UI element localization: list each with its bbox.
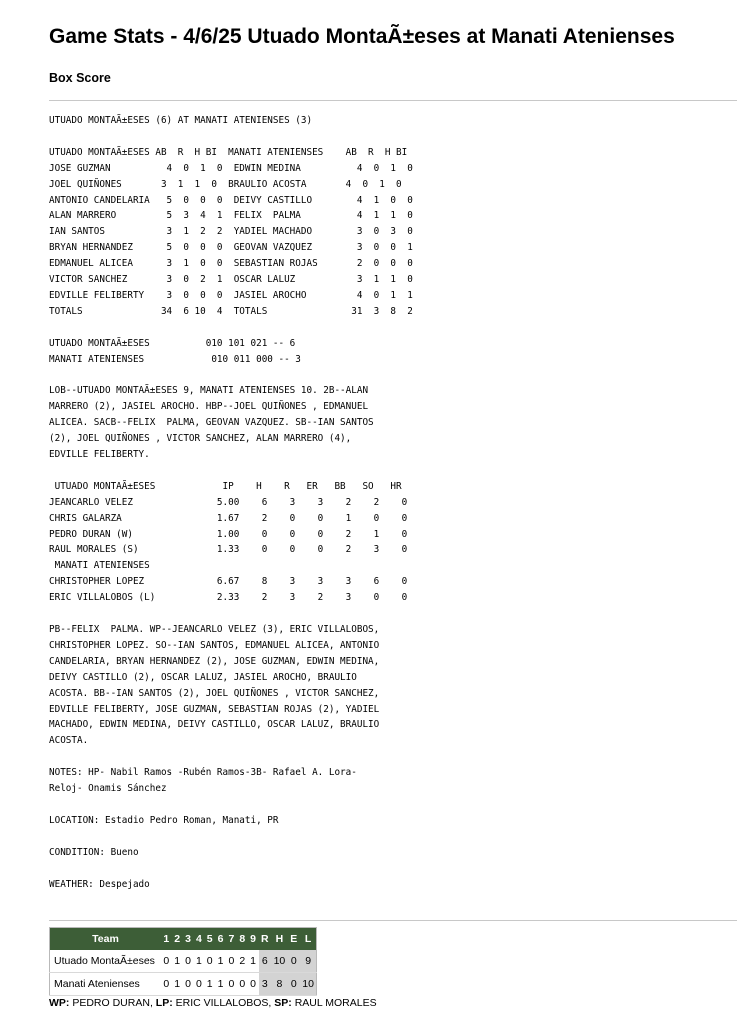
inning-score: 1	[215, 950, 226, 973]
header-hits: H	[271, 928, 288, 951]
box-score-heading: Box Score	[49, 71, 111, 85]
header-errors: E	[288, 928, 300, 951]
inning-score: 1	[204, 973, 215, 996]
pitching-decisions: WP: PEDRO DURAN, LP: ERIC VILLALOBOS, SP: RAUL MORALES	[49, 997, 377, 1009]
header-inning-9: 9	[248, 928, 259, 951]
inning-score: 2	[237, 950, 248, 973]
total-runs: 6	[259, 950, 272, 973]
header-inning-3: 3	[183, 928, 194, 951]
inning-score: 1	[248, 950, 259, 973]
total-runs: 3	[259, 973, 272, 996]
header-inning-7: 7	[226, 928, 237, 951]
inning-score: 1	[193, 950, 204, 973]
header-inning-5: 5	[204, 928, 215, 951]
linescore-row-home	[50, 973, 317, 996]
inning-score: 0	[248, 973, 259, 996]
inning-score: 0	[161, 973, 172, 996]
total-errors: 0	[288, 950, 300, 973]
inning-score: 0	[183, 950, 194, 973]
linescore-header-row	[50, 928, 317, 951]
inning-score: 0	[161, 950, 172, 973]
total-hits: 8	[271, 973, 288, 996]
page-title: Game Stats - 4/6/25 Utuado MontaÃ±eses at Manati Atenienses	[49, 25, 675, 48]
inning-score: 0	[193, 973, 204, 996]
header-runs: R	[259, 928, 272, 951]
lp-label: LP:	[155, 997, 173, 1009]
wp-label: WP:	[49, 997, 70, 1009]
header-inning-6: 6	[215, 928, 226, 951]
box-score-text: UTUADO MONTAÃ±ESES (6) AT MANATI ATENIENSES (3) UTUADO MONTAÃ±ESES AB R H BI MANATI ATENIENSES AB R H BI JOSE GUZMAN 4 0 1 0 EDWIN MEDINA 4 0 1 0 JOEL QUIÑONES 3 1 1 0 BRAULIO ACOSTA 4 0 1 0 ANTONIO CANDELARIA 5 0 0 0 DEIVY CASTILLO 4 1 0 0 ALAN MARRERO 5 3 4 1 FELIX PALMA 4 1 1 0 IAN SANTOS 3 1 2 2 YADIEL MACHADO 3 0 3 0 BRYAN HERNANDEZ 5 0 0 0 GEOVAN VAZQUEZ 3 0 0 1 EDMANUEL ALICEA 3 1 0 0 SEBASTIAN ROJAS 2 0 0 0 VICTOR SANCHEZ 3 0 2 1 OSCAR LALUZ 3 1 1 0 EDVILLE FELIBERTY 3 0 0 0 JASIEL AROCHO 4 0 1 1 TOTALS 34 6 10 4 TOTALS 31 3 8 2 UTUADO MONTAÃ±ESES 010 101 021 -- 6 MANATI ATENIENSES 010 011 000 -- 3 LOB--UTUADO MONTAÃ±ESES 9, MANATI ATENIENSES 10. 2B--ALAN MARRERO (2), JASIEL AROCHO. HBP--JOEL QUIÑONES , EDMANUEL ALICEA. SACB--FELIX PALMA, GEOVAN VAZQUEZ. SB--IAN SANTOS (2), JOEL QUIÑONES , VICTOR SANCHEZ, ALAN MARRERO (4), EDVILLE FELIBERTY. UTUADO MONTAÃ±ESES IP H R ER BB SO HR JEANCARLO VELEZ 5.00 6 3 3 2 2 0 CHRIS GALARZA 1.67 2 0 0 1 0 0 PEDRO DURAN (W) 1.00 0 0 0 2 1 0 RAUL MORALES (S) 1.33 0 0 0 2 3 0 MANATI ATENIENSES CHRISTOPHER LOPEZ 6.67 8 3 3 3 6 0 ERIC VILLALOBOS (L) 2.33 2 3 2 3 0 0 PB--FELIX PALMA. WP--JEANCARLO VELEZ (3), ERIC VILLALOBOS, CHRISTOPHER LOPEZ. SO--IAN SANTOS, EDMANUEL ALICEA, ANTONIO CANDELARIA, BRYAN HERNANDEZ (2), JOSE GUZMAN, EDWIN MEDINA, DEIVY CASTILLO (2), OSCAR LALUZ, JASIEL AROCHO, BRAULIO ACOSTA. BB--IAN SANTOS (2), JOEL QUIÑONES , VICTOR SANCHEZ, EDVILLE FELIBERTY, JOSE GUZMAN, SEBASTIAN ROJAS (2), YADIEL MACHADO, EDWIN MEDINA, DEIVY CASTILLO, OSCAR LALUZ, BRAULIO ACOSTA. NOTES: HP- Nabil Ramos -Rubén Ramos-3B- Rafael A. Lora- Reloj- Onamis Sánchez LOCATION: Estadio Pedro Roman, Manati, PR CONDITION: Bueno WEATHER: Despejado	[49, 115, 413, 890]
header-inning-8: 8	[237, 928, 248, 951]
inning-score: 0	[183, 973, 194, 996]
inning-score: 0	[226, 950, 237, 973]
total-errors: 0	[288, 973, 300, 996]
save-pitcher: RAUL MORALES	[294, 997, 377, 1009]
inning-score: 0	[204, 950, 215, 973]
top-divider	[49, 100, 737, 101]
bottom-divider	[49, 920, 737, 921]
inning-score: 1	[215, 973, 226, 996]
inning-score: 1	[172, 973, 183, 996]
inning-score: 1	[172, 950, 183, 973]
header-inning-2: 2	[172, 928, 183, 951]
total-lob: 10	[300, 973, 317, 996]
inning-score: 0	[226, 973, 237, 996]
total-lob: 9	[300, 950, 317, 973]
total-hits: 10	[271, 950, 288, 973]
losing-pitcher: ERIC VILLALOBOS	[175, 997, 269, 1009]
team-name: Utuado MontaÃ±eses	[50, 950, 161, 973]
header-lob: L	[300, 928, 317, 951]
sp-label: SP:	[274, 997, 292, 1009]
header-team: Team	[50, 928, 161, 951]
team-name: Manati Atenienses	[50, 973, 161, 996]
inning-score: 0	[237, 973, 248, 996]
header-inning-4: 4	[193, 928, 204, 951]
linescore-table	[49, 927, 317, 996]
linescore-row-away	[50, 950, 317, 973]
header-inning-1: 1	[161, 928, 172, 951]
winning-pitcher: PEDRO DURAN	[72, 997, 150, 1009]
